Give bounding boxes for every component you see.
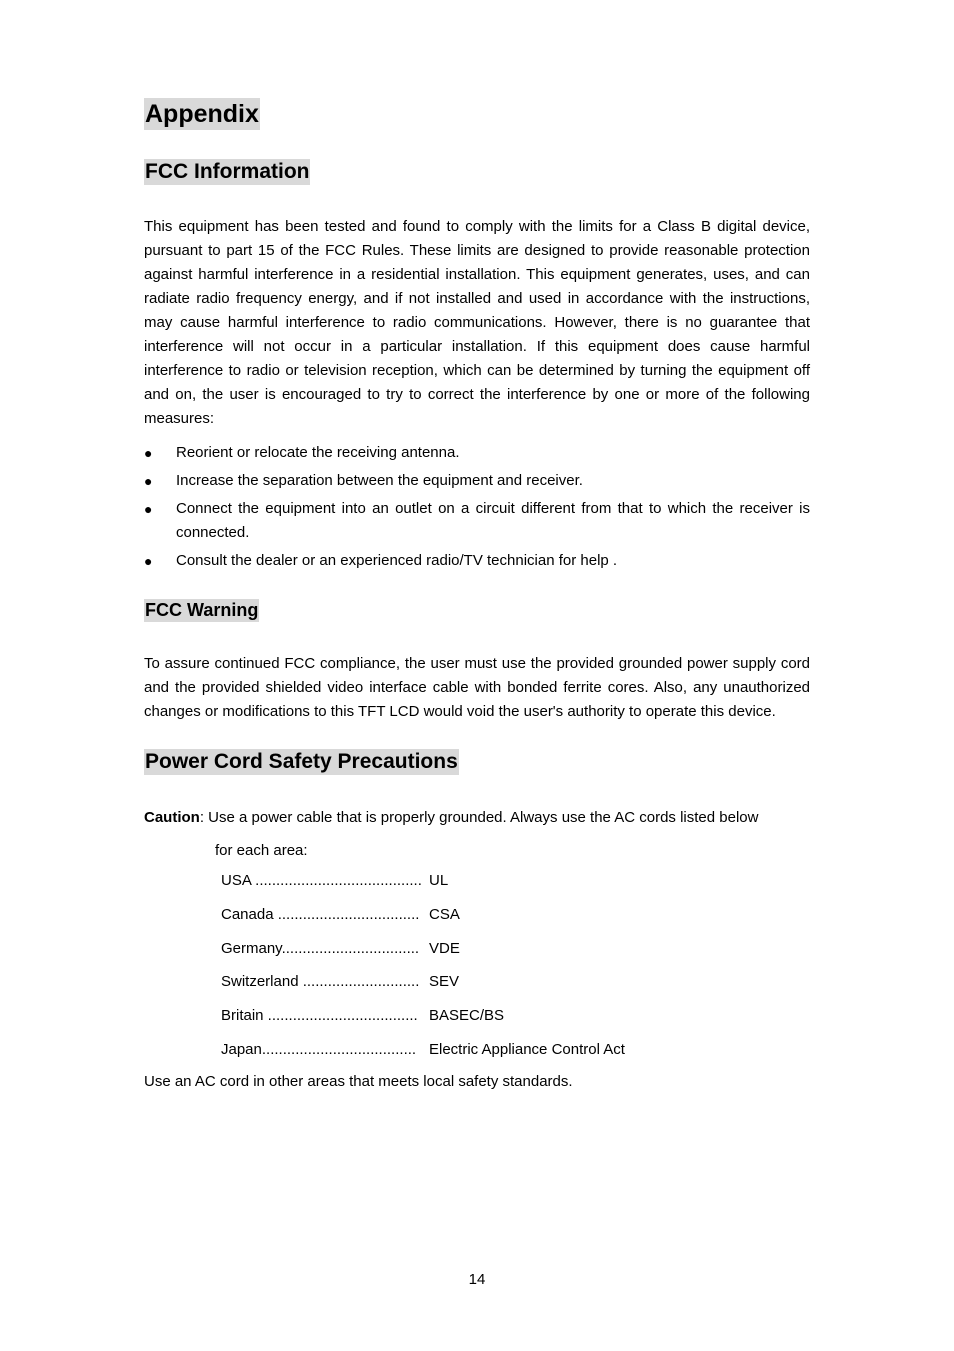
fcc-information-heading-text: FCC Information: [145, 160, 310, 183]
measure-text: Increase the separation between the equipment and receiver.: [176, 472, 583, 489]
list-item: [144, 549, 810, 573]
cord-standard: SEV: [429, 973, 460, 991]
cord-standard: CSA: [429, 905, 460, 923]
measure-text: Connect the equipment into an outlet on a circuit different from that to which the receiver is connected.: [176, 500, 810, 541]
caution-label: Caution: [144, 809, 200, 826]
cord-area: Britain ....................................: [221, 1007, 418, 1025]
cord-area: USA ........................................: [221, 872, 422, 889]
fcc-warning-heading: [144, 599, 810, 622]
caution-continuation: for each area:: [215, 842, 308, 859]
list-item: [144, 939, 810, 959]
list-item: [144, 441, 810, 465]
caution-text: : Use a power cable that is properly grounded. Always use the AC cords listed below: [199, 809, 759, 826]
bullet-icon: ●: [144, 445, 153, 461]
cord-standard: UL: [429, 872, 449, 889]
ac-cord-list: [144, 871, 810, 1060]
list-item: [144, 871, 810, 891]
page-number: 14: [468, 1271, 486, 1288]
list-item: [144, 1040, 810, 1060]
page-content: [144, 98, 810, 1094]
list-item: [144, 905, 810, 925]
power-cord-heading: [144, 749, 810, 775]
bullet-icon: ●: [144, 553, 153, 569]
bullet-icon: ●: [144, 473, 153, 489]
power-cord-heading-text: Power Cord Safety Precautions: [145, 750, 458, 773]
cord-standard: BASEC/BS: [429, 1007, 505, 1025]
fcc-warning-paragraph: To assure continued FCC compliance, the user must use the provided grounded power supply cord and the provided shielded video interface cable with bonded ferrite cores. Also, any unauthorized changes or modifications to this TFT LCD would void the user's authority to operate this device.: [144, 655, 810, 720]
fcc-information-paragraph: This equipment has been tested and found to comply with the limits for a Class B digital device, pursuant to part 15 of the FCC Rules. These limits are designed to provide reasonable protection against harmful interference in a residential installation. This equipment generates, uses, and can radiate radio frequency energy, and if not installed and used in accordance with the instructions, may cause harmful interference to radio communications. However, there is no guarantee that interference will not occur in a particular installation. If this equipment does cause harmful interference to radio or television reception, which can be determined by turning the equipment off and on, the user is encouraged to try to correct the interference by one or more of the following measures:: [144, 218, 810, 427]
list-item: [144, 1006, 810, 1026]
list-item: [144, 469, 810, 493]
cord-area: Switzerland ............................: [221, 973, 420, 991]
appendix-heading-text: Appendix: [145, 100, 259, 128]
list-item: [144, 972, 810, 992]
fcc-warning-heading-text: FCC Warning: [145, 600, 259, 620]
cord-area: Japan.....................................: [221, 1040, 417, 1058]
cord-standard: Electric Appliance Control Act: [429, 1040, 625, 1058]
fcc-information-heading: [144, 159, 810, 185]
caution-paragraph: [144, 806, 810, 830]
fcc-measures-list: [144, 441, 810, 573]
cord-standard: VDE: [429, 939, 460, 957]
closing-paragraph: Use an AC cord in other areas that meets local safety standards.: [144, 1072, 573, 1090]
cord-area: Canada ..................................: [221, 905, 420, 923]
measure-text: Consult the dealer or an experienced radio/TV technician for help .: [176, 552, 618, 569]
list-item: [144, 497, 810, 545]
measure-text: Reorient or relocate the receiving antenna.: [176, 444, 460, 461]
cord-area: Germany.................................: [221, 939, 420, 957]
appendix-heading: [144, 98, 810, 130]
bullet-icon: ●: [144, 501, 153, 517]
